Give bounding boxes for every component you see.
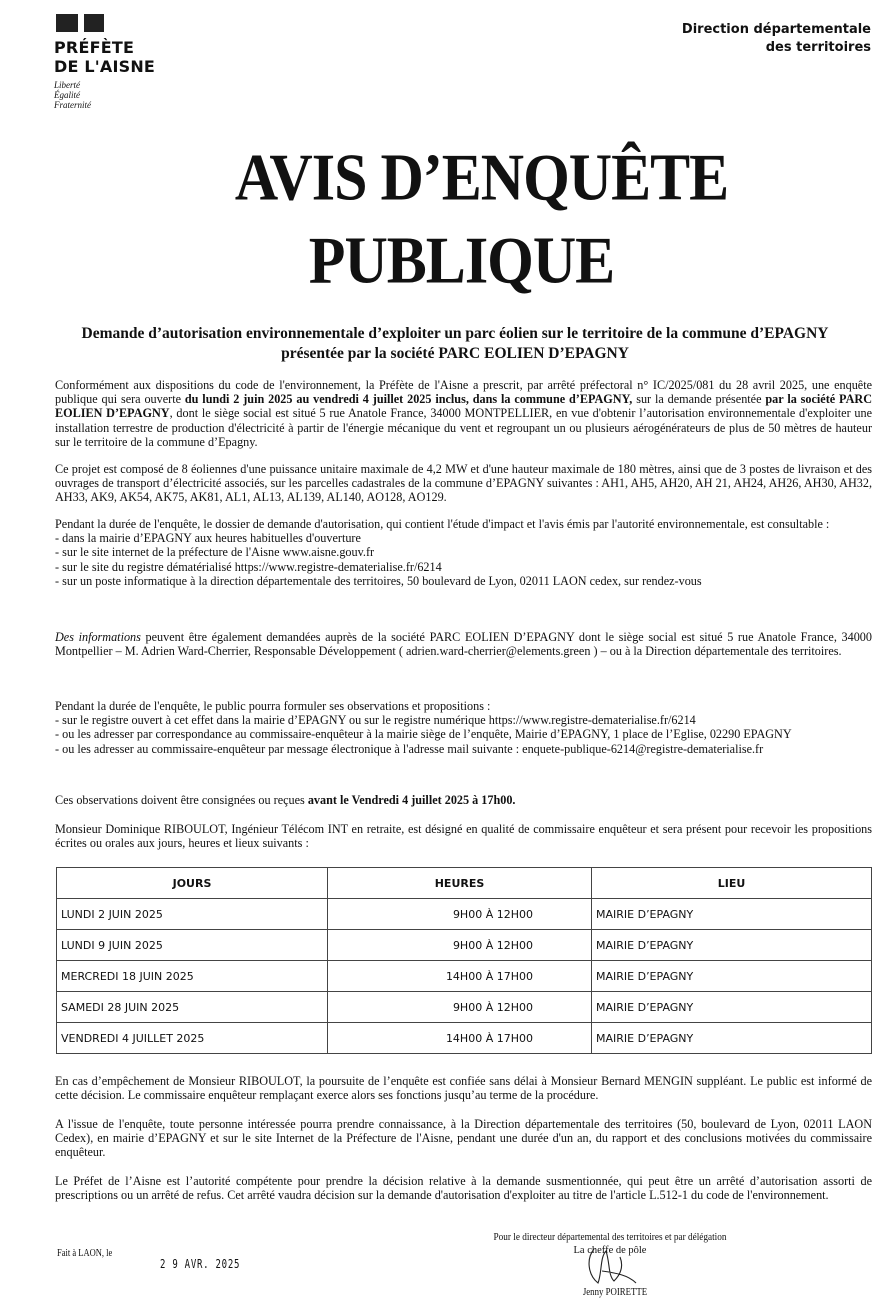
cell-day: VENDREDI 4 JUILLET 2025 xyxy=(57,1023,328,1054)
paragraph-observations xyxy=(55,699,872,756)
text: , dont le siège social est situé 5 rue Anatole France, 34000 MONTPELLIER, en vue d'obtenir l’autorisation environnementale d'exploiter une installation terrestre de production d'électricité à partir de l'énergie mécanique du vent et regroupant un ou plusieurs aérogénérateurs de plus de 50 mètres de hauteur sur le territoire de la commune d’Epagny. xyxy=(55,406,872,449)
page-title-line2: PUBLIQUE xyxy=(308,223,615,297)
column-header-jours: JOURS xyxy=(57,868,328,899)
republic-motto xyxy=(54,80,194,110)
direction-header xyxy=(682,21,871,57)
observations-item: - ou les adresser par correspondance au commissaire-enquêteur à la mairie siège de l’enquête, Mairie d’EPAGNY, 1 place de l’Eglise, 02290 EPAGNY xyxy=(55,727,792,742)
text: Ces observations doivent être consignées ou reçues xyxy=(55,793,308,807)
authority-text: Le Préfet de l’Aisne est l’autorité compétente pour prendre la décision relative à la demande susmentionnée, qui peut être un arrêté d’autorisation assorti de prescriptions ou un arrêté de refus. Cet arrêté vaudra décision sur la demande d'autorisation d'exploiter au titre de l'article L.512-1 du code de l'environnement. xyxy=(55,1174,872,1203)
marianne-icon xyxy=(56,14,194,32)
observations-item: - sur le registre ouvert à cet effet dans la mairie d’EPAGNY ou sur le registre numérique https://www.registre-dematerialise.fr/6214 xyxy=(55,713,696,728)
cell-day: MERCREDI 18 JUIN 2025 xyxy=(57,961,328,992)
cell-hours: 9H00 À 12H00 xyxy=(328,992,592,1023)
company-name: par la société PARC EOLIEN D’EPAGNY xyxy=(55,392,872,421)
text: sur la demande présentée xyxy=(632,392,766,407)
handwritten-signature xyxy=(580,1245,640,1287)
prefecture-name-line2: DE L'AISNE xyxy=(54,57,156,76)
cell-day: LUNDI 9 JUIN 2025 xyxy=(57,930,328,961)
cell-hours: 9H00 À 12H00 xyxy=(328,899,592,930)
direction-line2: des territoires xyxy=(765,40,871,55)
date-stamp: 2 9 AVR. 2025 xyxy=(160,1257,241,1271)
motto-egalite: Égalité xyxy=(54,90,80,100)
cell-place: MAIRIE D’EPAGNY xyxy=(592,1023,872,1054)
paragraph-deadline xyxy=(55,793,872,807)
cell-place: MAIRIE D’EPAGNY xyxy=(592,930,872,961)
prefecture-logo xyxy=(54,14,194,110)
consultation-item: - sur le site du registre dématérialisé https://www.registre-dematerialise.fr/6214 xyxy=(55,559,442,574)
consultation-item: - sur le site internet de la préfecture de l'Aisne www.aisne.gouv.fr xyxy=(55,545,375,560)
consultation-intro: Pendant la durée de l'enquête, le dossier de demande d'autorisation, qui contient l'étude d'impact et l'avis émis par l'autorité environnementale, est consultable : xyxy=(55,517,830,531)
cell-place: MAIRIE D’EPAGNY xyxy=(592,899,872,930)
column-header-heures: HEURES xyxy=(328,868,592,899)
motto-liberte: Liberté xyxy=(54,80,80,90)
motto-fraternite: Fraternité xyxy=(54,100,91,110)
cell-day: SAMEDI 28 JUIN 2025 xyxy=(57,992,328,1023)
table-header-row xyxy=(57,868,872,899)
text: Conformément aux dispositions du code de l'environnement, la Préfète de l'Aisne a prescrit, par arrêté préfectoral n° IC/2025/081 du 28 avril 2025, une enquête publique qui sera ouverte xyxy=(55,378,872,407)
cell-place: MAIRIE D’EPAGNY xyxy=(592,992,872,1023)
table-row xyxy=(57,899,872,930)
cell-hours: 14H00 À 17H00 xyxy=(328,961,592,992)
text: Des informations xyxy=(55,630,141,644)
commissioner-text: Monsieur Dominique RIBOULOT, Ingénieur Télécom INT en retraite, est désigné en qualité de commissaire enquêteur et sera présent pour recevoir les propositions écrites ou orales aux jours, heures et lieux suivants : xyxy=(55,822,872,851)
delegation-text: Pour le directeur départemental des territoires et par délégation xyxy=(493,1232,727,1243)
signer-name: Jenny POIRETTE xyxy=(582,1287,648,1298)
consultation-item: - dans la mairie d’EPAGNY aux heures habituelles d'ouverture xyxy=(55,531,361,546)
page-title-line1: AVIS D’ENQUÊTE xyxy=(234,140,729,214)
observations-intro: Pendant la durée de l'enquête, le public pourra formuler ses observations et propositions : xyxy=(55,699,491,713)
project-description: Ce projet est composé de 8 éoliennes d'une puissance unitaire maximale de 4,2 MW et d'une hauteur maximale de 180 mètres, ainsi que de 3 postes de livraison et des ouvrages de transport d’électricité associés, sur les parcelles cadastrales de la commune d’EPAGNY suivantes : AH1, AH5, AH20, AH 21, AH24, AH26, AH30, AH32, AH33, AK9, AK54, AK75, AK81, AL1, AL13, AL139, AL140, AO128, AO129. xyxy=(55,462,872,505)
prefecture-name-line1: PRÉFÈTE xyxy=(54,38,135,57)
schedule-table xyxy=(56,867,872,1054)
paragraph-project xyxy=(55,462,872,505)
table-row xyxy=(57,992,872,1023)
paragraph-prescription xyxy=(55,378,872,449)
table-row xyxy=(57,1023,872,1054)
paragraph-substitute xyxy=(55,1074,872,1102)
paragraph-authority xyxy=(55,1174,872,1202)
prefecture-name xyxy=(54,38,194,76)
paragraph-report xyxy=(55,1117,872,1160)
report-text: A l'issue de l'enquête, toute personne intéressée pourra prendre connaissance, à la Direction départementale des territoires (50, boulevard de Lyon, 02011 LAON Cedex), en mairie d’EPAGNY et sur le site Internet de la Préfecture de l'Aisne, pendant une durée d'un an, du rapport et des conclusions motivées du commissaire enquêteur. xyxy=(55,1117,872,1160)
consultation-item: - sur un poste informatique à la direction départementale des territoires, 50 boulevard de Lyon, 02011 LAON cedex, sur rendez-vous xyxy=(55,573,702,588)
text: peuvent être également demandées auprès de la société PARC EOLIEN D’EPAGNY dont le siège social est situé 5 rue Anatole France, 34000 Montpellier – M. Adrien Ward-Cherrier, Responsable Développement ( adrien.ward-cherrier@elements.green ) – ou à la Direction départementale des territoires. xyxy=(55,630,872,659)
column-header-lieu: LIEU xyxy=(592,868,872,899)
paragraph-commissioner xyxy=(55,822,872,850)
signer-role: La cheffe de pôle xyxy=(573,1245,647,1256)
inquiry-dates: du lundi 2 juin 2025 au vendredi 4 juillet 2025 inclus, dans la commune d’EPAGNY, xyxy=(184,392,633,407)
place-label: Fait à LAON, le xyxy=(57,1248,113,1259)
direction-line1: Direction départementale xyxy=(681,22,871,37)
cell-day: LUNDI 2 JUIN 2025 xyxy=(57,899,328,930)
cell-hours: 14H00 À 17H00 xyxy=(328,1023,592,1054)
paragraph-consultation xyxy=(55,517,872,588)
table-row xyxy=(57,930,872,961)
table-row xyxy=(57,961,872,992)
substitute-text: En cas d’empêchement de Monsieur RIBOULOT, la poursuite de l’enquête est confiée sans délai à Monsieur Bernard MENGIN suppléant. Le public est informé de cette décision. Le commissaire enquêteur remplaçant exerce alors ses fonctions jusqu’au terme de la procédure. xyxy=(55,1074,872,1103)
observations-item: - ou les adresser au commissaire-enquêteur par message électronique à l'adresse mail suivante : enquete-publique-6214@registre-dematerialise.fr xyxy=(55,741,764,756)
notice-subtitle: Demande d’autorisation environnementale d’exploiter un parc éolien sur le territoire de la commune d’EPAGNY présentée par la société PARC EOLIEN D’EPAGNY xyxy=(81,325,829,362)
cell-hours: 9H00 À 12H00 xyxy=(328,930,592,961)
cell-place: MAIRIE D’EPAGNY xyxy=(592,961,872,992)
paragraph-information xyxy=(55,630,872,658)
deadline: avant le Vendredi 4 juillet 2025 à 17h00. xyxy=(307,793,516,807)
